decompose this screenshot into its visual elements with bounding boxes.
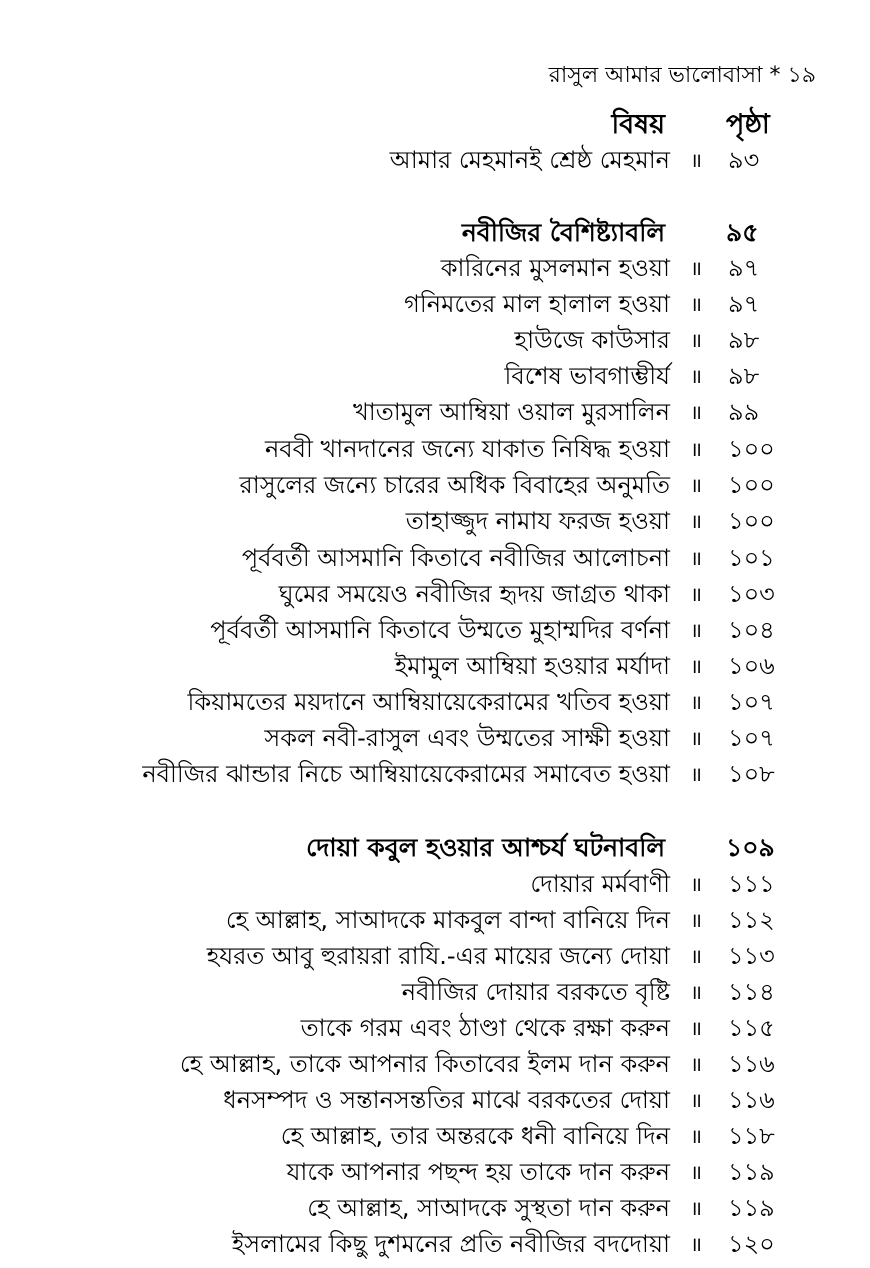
toc-entry-page-number: ১১২ bbox=[728, 906, 775, 934]
toc-entry bbox=[0, 612, 870, 648]
toc-section-heading bbox=[0, 830, 870, 866]
toc-entry bbox=[0, 684, 870, 720]
toc-entry-separator: ॥ bbox=[690, 944, 702, 968]
running-header: রাসুল আমার ভালোবাসা * ১৯ bbox=[548, 63, 816, 88]
toc-entry-separator: ॥ bbox=[690, 1124, 702, 1148]
toc-entry-page-number: ১১১ bbox=[728, 870, 775, 898]
toc-entry-separator: ॥ bbox=[690, 546, 702, 570]
toc-entry-separator: ॥ bbox=[690, 980, 702, 1004]
toc-entry-separator: ॥ bbox=[690, 726, 702, 750]
toc-entry bbox=[0, 576, 870, 612]
toc-entry bbox=[0, 866, 870, 902]
toc-entry-page-number: ১০৩ bbox=[728, 580, 775, 608]
toc-entry-separator: ॥ bbox=[690, 618, 702, 642]
toc-entry-page-number: ১১৩ bbox=[728, 942, 775, 970]
toc-entry-title: নবীজির ঝান্ডার নিচে আম্বিয়ায়েকেরামের সমাবেত হওয়া bbox=[142, 760, 670, 788]
toc-title-column-header: বিষয় bbox=[611, 109, 665, 140]
toc-entry-separator: ॥ bbox=[690, 762, 702, 786]
toc-entry-title: হযরত আবু হুরায়রা রাযি.-এর মায়ের জন্যে দোয়া bbox=[206, 942, 670, 970]
toc-entry-title: হে আল্লাহ, তাকে আপনার কিতাবের ইলম দান করুন bbox=[179, 1050, 670, 1078]
toc-entry bbox=[0, 1118, 870, 1154]
toc-entry-separator: ॥ bbox=[690, 437, 702, 461]
toc-entry bbox=[0, 1154, 870, 1190]
toc-entry-separator: ॥ bbox=[690, 872, 702, 896]
toc-entry-separator: ॥ bbox=[690, 654, 702, 678]
toc-entry-separator: ॥ bbox=[690, 328, 702, 352]
toc-entry bbox=[0, 974, 870, 1010]
toc-entry-page-number: ১০০ bbox=[728, 507, 775, 535]
toc-entry-page-number: ১০০ bbox=[728, 435, 775, 463]
toc-entry-title: তাহাজ্জুদ নামায ফরজ হওয়া bbox=[405, 507, 670, 535]
toc-entry-page-number: ১২০ bbox=[728, 1230, 775, 1258]
toc-entry-separator: ॥ bbox=[690, 400, 702, 424]
toc-entry-separator: ॥ bbox=[690, 1052, 702, 1076]
toc-entry-page-number: ১১৬ bbox=[728, 1086, 775, 1114]
toc-entry-title: নবীজির বৈশিষ্ট্যাবলি bbox=[461, 218, 665, 247]
toc-entry-separator: ॥ bbox=[690, 509, 702, 533]
toc-entry bbox=[0, 648, 870, 684]
toc-entry bbox=[0, 902, 870, 938]
toc-entry-separator: ॥ bbox=[690, 1016, 702, 1040]
toc-entry-title: সকল নবী-রাসুল এবং উম্মতের সাক্ষী হওয়া bbox=[264, 724, 670, 752]
toc-entry-page-number: ১১৬ bbox=[728, 1050, 775, 1078]
toc-column-headers bbox=[0, 104, 870, 144]
toc-entry bbox=[0, 1046, 870, 1082]
toc-entry-title: পূর্ববর্তী আসমানি কিতাবে উম্মতে মুহাম্মদির বর্ণনা bbox=[210, 616, 670, 644]
toc-entry-title: হে আল্লাহ, সাআদকে মাকবুল বান্দা বানিয়ে দিন bbox=[225, 906, 670, 934]
toc-entry bbox=[0, 394, 870, 430]
toc-entry bbox=[0, 756, 870, 792]
toc-entry-title: হে আল্লাহ, সাআদকে সুস্থতা দান করুন bbox=[307, 1194, 670, 1222]
toc-entry-title: যাকে আপনার পছন্দ হয় তাকে দান করুন bbox=[286, 1158, 670, 1186]
toc-entry-page-number: ১০৭ bbox=[728, 724, 775, 752]
toc-entry-title: রাসুলের জন্যে চারের অধিক বিবাহের অনুমতি bbox=[239, 471, 670, 499]
toc-entry-page-number: ১০৪ bbox=[728, 616, 775, 644]
toc-entry-separator: ॥ bbox=[690, 256, 702, 280]
toc-entry bbox=[0, 1190, 870, 1226]
toc-entry bbox=[0, 431, 870, 467]
toc-entry-page-number: ৯৯ bbox=[728, 398, 760, 426]
toc-entry-separator: ॥ bbox=[690, 292, 702, 316]
toc-entry-title: কিয়ামতের ময়দানে আম্বিয়ায়েকেরামের খতিব হওয়া bbox=[187, 688, 670, 716]
toc-entry-title: খাতামুল আম্বিয়া ওয়াল মুরসালিন bbox=[353, 398, 670, 426]
toc-entry-title: হাউজে কাউসার bbox=[514, 326, 670, 354]
toc-entry-page-number: ৯৮ bbox=[728, 326, 760, 354]
toc-entry-separator: ॥ bbox=[690, 1232, 702, 1256]
toc-entry-title: পূর্ববর্তী আসমানি কিতাবে নবীজির আলোচনা bbox=[241, 544, 670, 572]
toc-entry-page-number: ১০৬ bbox=[728, 652, 775, 680]
toc-entry-separator: ॥ bbox=[690, 908, 702, 932]
toc-entry bbox=[0, 358, 870, 394]
toc-entry-page-number: ৯৮ bbox=[728, 362, 760, 390]
toc-entry bbox=[0, 540, 870, 576]
toc-entry-title: ইসলামের কিছু দুশমনের প্রতি নবীজির বদদোয়া bbox=[231, 1230, 670, 1258]
toc-entry-title: নববী খানদানের জন্যে যাকাত নিষিদ্ধ হওয়া bbox=[264, 435, 670, 463]
toc-entry-page-number: ১১৮ bbox=[728, 1122, 775, 1150]
toc-entry bbox=[0, 720, 870, 756]
toc-entry-title: দোয়ার মর্মবাণী bbox=[530, 870, 670, 898]
toc-entry-separator: ॥ bbox=[690, 473, 702, 497]
toc-entry-title: হে আল্লাহ, তার অন্তরকে ধনী বানিয়ে দিন bbox=[280, 1122, 670, 1150]
toc-entry-title: নবীজির দোয়ার বরকতে বৃষ্টি bbox=[401, 978, 670, 1006]
toc-entry-title: গনিমতের মাল হালাল হওয়া bbox=[404, 290, 670, 318]
toc-entry-page-number: ১১৪ bbox=[728, 978, 775, 1006]
toc-entry bbox=[0, 1010, 870, 1046]
toc-entry-title: আমার মেহমানই শ্রেষ্ঠ মেহমান bbox=[389, 146, 670, 174]
toc-entry bbox=[0, 503, 870, 539]
toc-page-column-header: পৃষ্ঠা bbox=[726, 109, 770, 140]
toc-entry-page-number: ৯৭ bbox=[728, 254, 760, 282]
toc-entry bbox=[0, 467, 870, 503]
toc-entry-separator: ॥ bbox=[690, 364, 702, 388]
toc-entry-page-number: ১০০ bbox=[728, 471, 775, 499]
toc-entry-separator: ॥ bbox=[690, 582, 702, 606]
toc-entry-title: কারিনের মুসলমান হওয়া bbox=[440, 254, 670, 282]
toc-entry-title: ধনসম্পদ ও সন্তানসন্ততির মাঝে বরকতের দোয়া bbox=[223, 1086, 670, 1114]
toc-entry-page-number: ১০৮ bbox=[728, 760, 775, 788]
toc-entry-title: তাকে গরম এবং ঠাণ্ডা থেকে রক্ষা করুন bbox=[300, 1014, 670, 1042]
toc-section-heading bbox=[0, 215, 870, 251]
toc-entry-page-number: ৯৭ bbox=[728, 290, 760, 318]
toc-entry-page-number: ৯৩ bbox=[728, 146, 760, 174]
toc-entry bbox=[0, 1082, 870, 1118]
toc-entry-page-number: ১০৭ bbox=[728, 688, 775, 716]
toc-entry bbox=[0, 938, 870, 974]
toc-entry-title: দোয়া কবুল হওয়ার আশ্চর্য ঘটনাবলি bbox=[306, 833, 665, 862]
toc-entry-separator: ॥ bbox=[690, 1160, 702, 1184]
toc-entry-title: বিশেষ ভাবগাম্ভীর্য bbox=[504, 362, 670, 390]
toc-entry-page-number: ১০৯ bbox=[726, 833, 775, 862]
toc-entry-page-number: ১১৯ bbox=[728, 1194, 775, 1222]
toc-entry bbox=[0, 142, 870, 178]
toc-entry bbox=[0, 1226, 870, 1262]
toc-entry-title: ঘুমের সময়েও নবীজির হৃদয় জাগ্রত থাকা bbox=[278, 580, 670, 608]
toc-entry bbox=[0, 286, 870, 322]
toc-entry-page-number: ১১৯ bbox=[728, 1158, 775, 1186]
toc-entry-separator: ॥ bbox=[690, 148, 702, 172]
toc-entry-separator: ॥ bbox=[690, 1088, 702, 1112]
toc-entry-page-number: ১১৫ bbox=[728, 1014, 775, 1042]
toc-entry-title: ইমামুল আম্বিয়া হওয়ার মর্যাদা bbox=[394, 652, 670, 680]
toc-entry-separator: ॥ bbox=[690, 1196, 702, 1220]
toc-entry-page-number: ১০১ bbox=[728, 544, 775, 572]
toc-entry bbox=[0, 322, 870, 358]
toc-entry-page-number: ৯৫ bbox=[726, 218, 759, 247]
toc-entry-separator: ॥ bbox=[690, 690, 702, 714]
toc-entry bbox=[0, 250, 870, 286]
